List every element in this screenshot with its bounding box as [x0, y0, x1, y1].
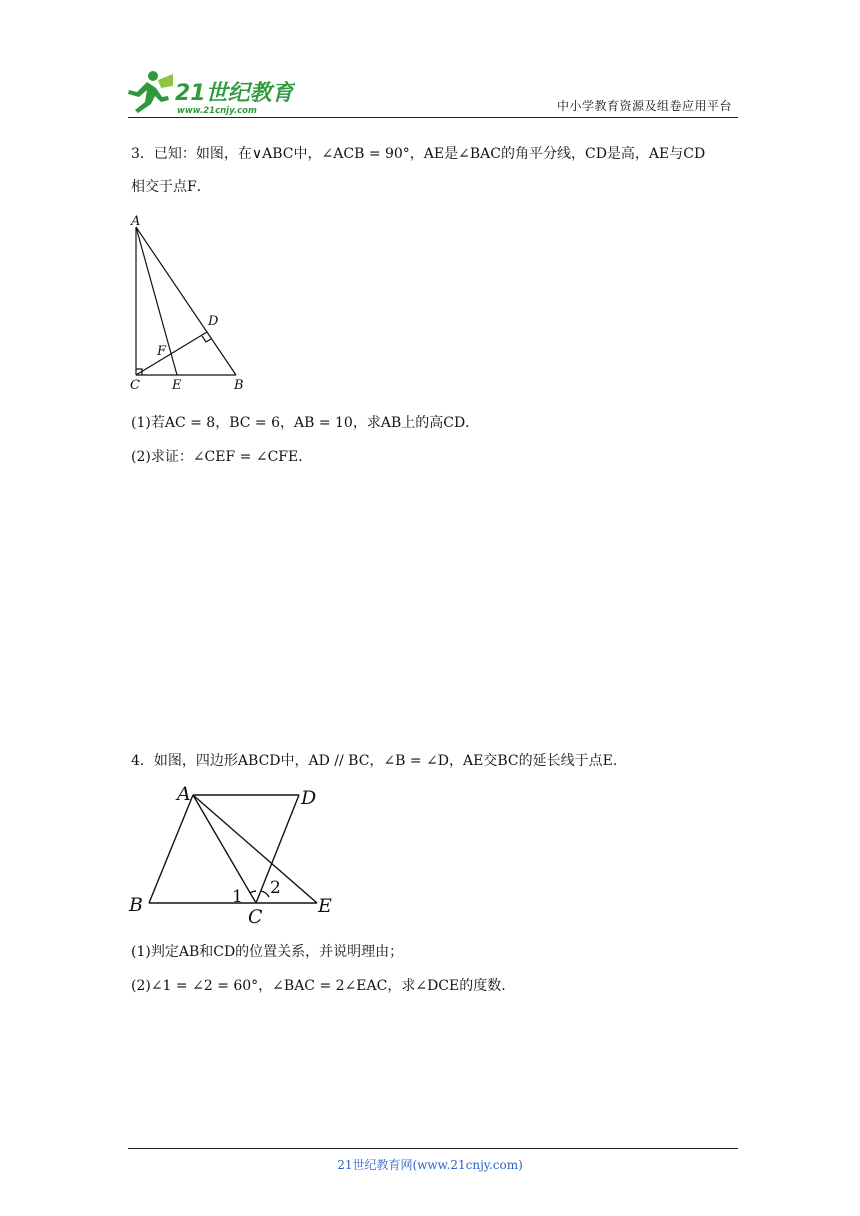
- q3-label-e: E: [172, 378, 182, 393]
- q4-angle2-label: 2: [270, 878, 281, 898]
- q4-label-b: B: [129, 894, 143, 916]
- q4-angle1-arc: [250, 891, 256, 893]
- q4-label-d: D: [301, 787, 317, 809]
- q4-label-a: A: [177, 783, 191, 805]
- q3-label-d: D: [208, 314, 219, 329]
- q4-angle1-label: 1: [232, 887, 243, 907]
- q3-side-ab: [136, 227, 236, 375]
- q4-part2: (2)∠1 = ∠2 = 60°，∠BAC = 2∠EAC，求∠DCE的度数.: [131, 978, 506, 994]
- q4-stem: 4．如图，四边形ABCD中，AD // BC，∠B = ∠D，AE交BC的延长线于点E.: [131, 753, 618, 769]
- q3-figure: [125, 212, 255, 394]
- q3-part2: (2)求证：∠CEF = ∠CFE．: [131, 449, 313, 465]
- q3-label-f: F: [157, 344, 167, 359]
- q4-line-ae: [193, 795, 317, 903]
- q4-angle2-arc: [261, 891, 269, 897]
- q3-stem-line1: 3．已知：如图，在∨ABC中，∠ACB = 90°，AE是∠BAC的角平分线，CD是高，AE与CD: [131, 146, 706, 162]
- q4-side-ab: [149, 795, 193, 903]
- q3-part1: (1)若AC = 8，BC = 6，AB = 10，求AB上的高CD．: [131, 415, 480, 431]
- q3-label-b: B: [234, 378, 244, 393]
- platform-title: 中小学教育资源及组卷应用平台: [556, 99, 732, 113]
- q4-label-c: C: [248, 906, 263, 928]
- footer-site-link[interactable]: 21世纪教育网(www.21cnjy.com): [337, 1158, 523, 1172]
- logo-url: www.21cnjy.com: [177, 106, 257, 116]
- site-logo: [125, 66, 295, 118]
- q3-stem-line2: 相交于点F．: [131, 179, 211, 195]
- footer-divider: [128, 1148, 738, 1149]
- q4-diagonal-ac: [193, 795, 256, 903]
- q3-altitude-cd: [136, 332, 207, 375]
- q3-label-a: A: [131, 214, 141, 229]
- q4-part1: (1)判定AB和CD的位置关系，并说明理由；: [131, 944, 404, 960]
- header-divider: [128, 117, 738, 118]
- runner-icon: [128, 71, 173, 113]
- q3-label-c: C: [130, 378, 140, 393]
- logo-title: 21世纪教育: [175, 81, 294, 106]
- q4-figure: [125, 778, 340, 930]
- q4-label-e: E: [318, 895, 332, 917]
